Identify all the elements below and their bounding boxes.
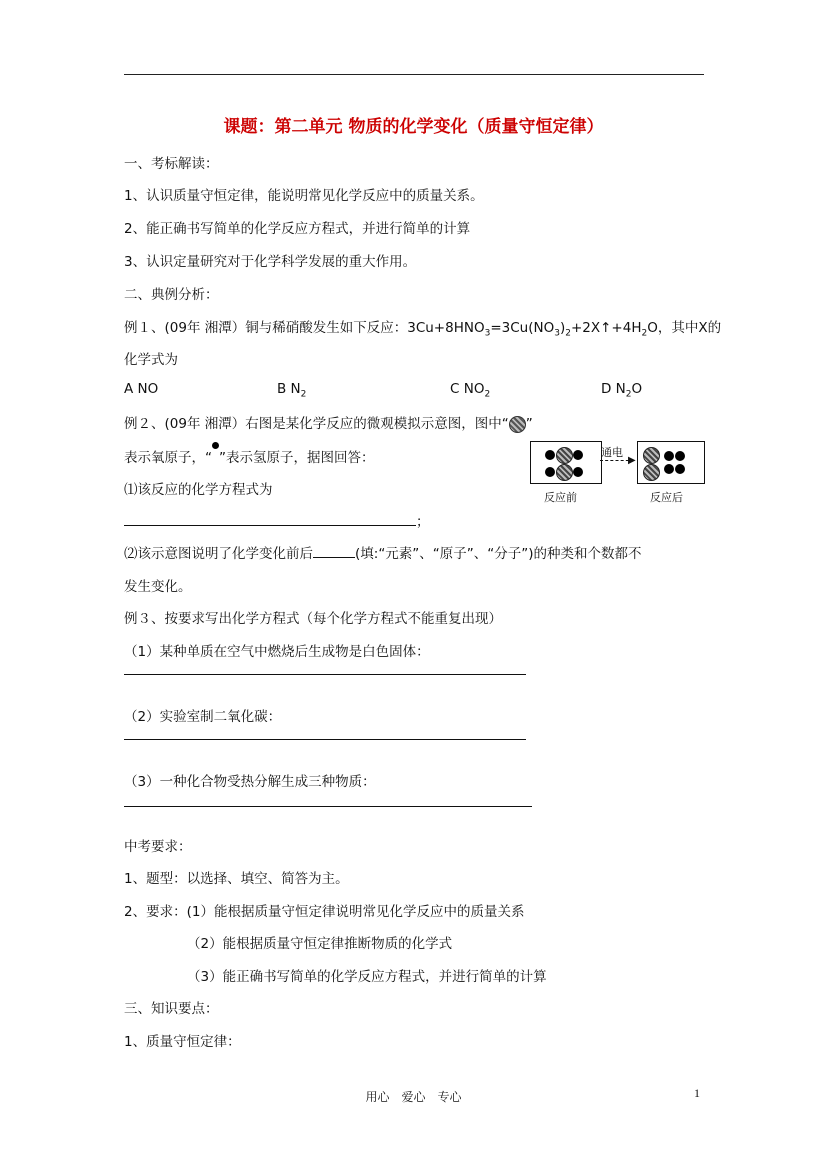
example3-blank-3 bbox=[124, 806, 532, 807]
after-box bbox=[637, 441, 705, 484]
example3-item-1: （1）某种单质在空气中燃烧后生成物是白色固体： bbox=[124, 644, 430, 660]
before-box bbox=[530, 441, 602, 484]
example1-line2: 化学式为 bbox=[124, 352, 178, 368]
section1-item-2: 2、能正确书写简单的化学反应方程式，并进行简单的计算 bbox=[124, 221, 471, 237]
option-b: B $N_2$ bbox=[277, 381, 307, 400]
example1-question: 例１、(09年 湘潭）铜与稀硝酸发生如下反应：$3Cu+8HNO_3=3Cu(NO_3)_2+2X↑+4H_2O$，其中X的 bbox=[124, 320, 722, 339]
arrow-head-icon: ▶ bbox=[628, 455, 636, 466]
example2-q1: ⑴该反应的化学方程式为 bbox=[124, 482, 273, 498]
zk-item-4: （3）能正确书写简单的化学反应方程式，并进行简单的计算 bbox=[187, 969, 547, 985]
zk-heading: 中考要求： bbox=[124, 839, 192, 855]
before-label: 反应前 bbox=[544, 491, 577, 504]
page-title: 课题：第二单元 物质的化学变化（质量守恒定律） bbox=[223, 117, 604, 137]
example2-line1: 例２、(09年 湘潭）右图是某化学反应的微观模拟示意图，图中“ ” bbox=[124, 416, 533, 432]
header-rule bbox=[124, 74, 704, 75]
section1-item-3: 3、认识定量研究对于化学科学发展的重大作用。 bbox=[124, 254, 417, 270]
example3-heading: 例３、按要求写出化学方程式（每个化学方程式不能重复出现） bbox=[124, 611, 502, 627]
after-label: 反应后 bbox=[650, 491, 683, 504]
hydrogen-atom-icon bbox=[212, 442, 219, 449]
section3-heading: 三、知识要点： bbox=[124, 1001, 219, 1017]
arrow-label: 通电 bbox=[601, 446, 623, 459]
option-d: D $N_2O$ bbox=[601, 381, 643, 400]
example3-blank-1 bbox=[124, 674, 526, 675]
example2-q2-line2: 发生变化。 bbox=[124, 579, 192, 595]
answer-blank bbox=[124, 515, 416, 526]
oxygen-atom-icon bbox=[509, 416, 526, 433]
example2-line2: 表示氧原子，“ ”表示氢原子，据图回答： bbox=[124, 446, 375, 466]
option-a: A NO bbox=[124, 381, 159, 397]
section2-heading: 二、典例分析： bbox=[124, 287, 219, 303]
page-number: 1 bbox=[694, 1086, 700, 1100]
example3-item-2: （2）实验室制二氧化碳： bbox=[124, 709, 282, 725]
section1-heading: 一、考标解读： bbox=[124, 156, 219, 172]
option-c: C $NO_2$ bbox=[450, 381, 491, 400]
zk-item-2: 2、要求：(1）能根据质量守恒定律说明常见化学反应中的质量关系 bbox=[124, 904, 525, 920]
section1-item-1: 1、认识质量守恒定律，能说明常见化学反应中的质量关系。 bbox=[124, 188, 484, 204]
section3-item-1: 1、质量守恒定律： bbox=[124, 1034, 241, 1050]
page-footer: 用心 爱心 专心 bbox=[365, 1090, 462, 1104]
zk-item-3: （2）能根据质量守恒定律推断物质的化学式 bbox=[187, 936, 453, 952]
example3-item-3: （3）一种化合物受热分解生成三种物质： bbox=[124, 774, 376, 790]
example2-q2: ⑵该示意图说明了化学变化前后 (填:“元素”、“原子”、“分子”)的种类和个数都不 bbox=[124, 546, 642, 562]
zk-item-1: 1、题型：以选择、填空、简答为主。 bbox=[124, 871, 349, 887]
example3-blank-2 bbox=[124, 739, 526, 740]
example2-q1-answer: ； bbox=[124, 510, 430, 530]
q2-blank bbox=[313, 547, 355, 558]
